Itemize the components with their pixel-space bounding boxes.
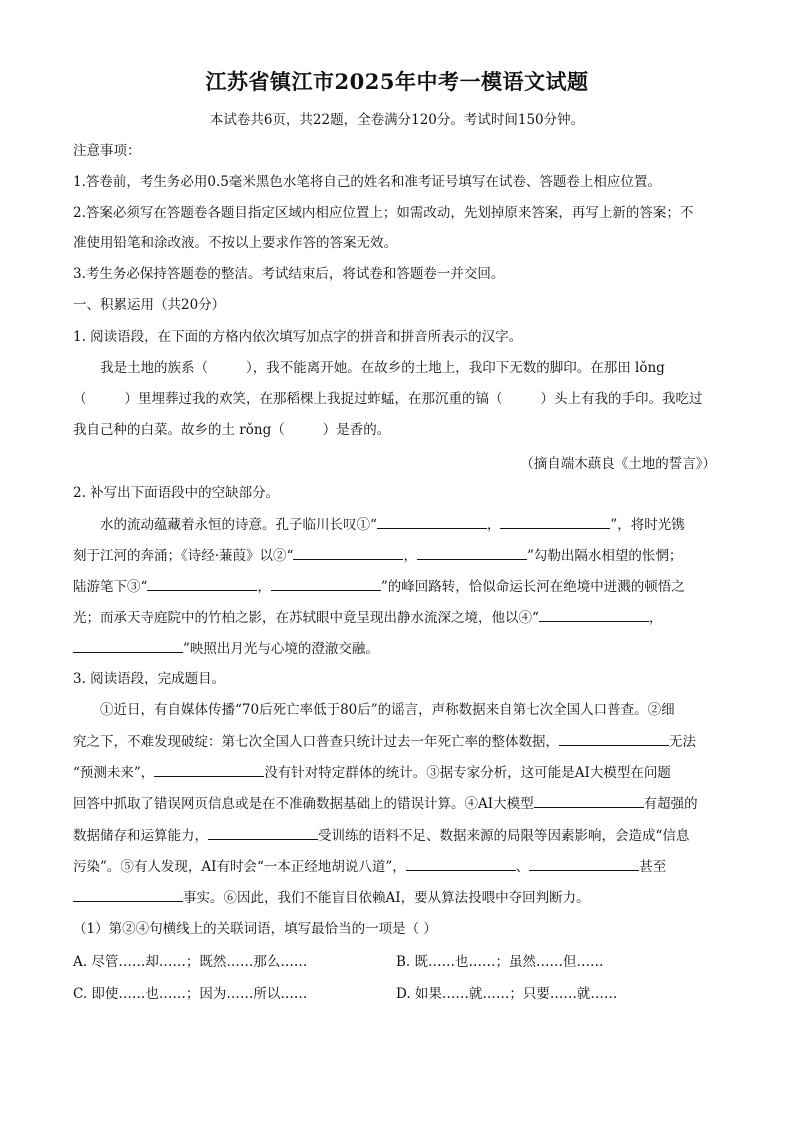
q2-line-4 [73,607,662,628]
fill-blank[interactable] [293,545,403,560]
fill-blank[interactable] [539,607,649,622]
q2-text: 刻于江河的奔涌；《诗经·蒹葭》以②“ [73,548,294,564]
q3-text: 有超强的 [643,796,698,812]
q2-line-1 [100,514,685,535]
exam-info: 本试卷共6页，共22题，全卷满分120分。考试时间150分钟。 [209,112,585,128]
q3-text: 污染”。⑤有人发现，AI有时会“一本正经地胡说八道”， [73,859,406,875]
q1-text: （ [73,391,87,407]
q3-text: “预测未来”， [73,765,155,781]
q3-text: 数据储存和运算能力， [73,828,208,844]
q2-text: 陆游笔下③“ [73,579,148,595]
q3-text: 没有针对特定群体的统计。③据专家分析，这可能是AI大模型在问题 [264,765,671,781]
q3-line-7 [73,887,590,908]
q3-text: 、 [515,859,530,875]
option-a[interactable]: A. 尽管……却……；既然……那么…… [73,954,308,970]
q3-text: 事实。⑥因此，我们不能盲目依赖AI，要从算法投喂中夺回判断力。 [183,890,590,906]
q3-text: 无法 [669,734,696,750]
option-b[interactable]: B. 既……也……；虽然……但…… [396,954,604,970]
q2-text: ”的峰回路转，恰似命运长河在绝境中迸溅的顿悟之 [380,579,685,595]
fill-blank[interactable] [529,856,639,871]
q3-text: 甚至 [639,859,667,875]
q1-text: ）里埋葬过我的欢笑，在那稻棵上我捉过蚱蜢，在那沉重的镐（ [124,391,503,407]
fill-blank[interactable] [377,514,487,529]
note-3: 3.考生务必保持答题卷的整洁。考试结束后，将试卷和答题卷一并交回。 [73,266,505,282]
q1-source: （摘自端木蕻良《土地的誓言》） [520,456,716,472]
q3-sub1-stem: （1）第②④句横线上的关联词语，填写最恰当的一项是（ ） [73,921,437,937]
q1-text: ）头上有我的手印。我吃过 [540,391,703,407]
q2-stem: 2. 补写出下面语段中的空缺部分。 [73,485,280,501]
q1-line-3 [73,420,390,440]
q2-text: ”勾勒出隔水相望的怅惘； [526,548,683,564]
q2-text: 光；而承天寺庭院中的竹柏之影，在苏轼眼中竟呈现出静水流深之境，他以④“ [73,610,539,626]
q3-line-3 [73,762,671,783]
fill-blank[interactable] [534,793,644,808]
q2-text: ， [648,610,663,626]
q1-text: ）是香的。 [322,422,391,438]
fill-blank[interactable] [73,638,183,653]
q3-line-5 [73,825,689,846]
q2-line-2 [73,545,682,566]
q3-stem: 3. 阅读语段，完成题目。 [73,671,226,687]
note-2b: 准使用铅笔和涂改液。不按以上要求作答的答案无效。 [73,235,397,251]
fill-blank[interactable] [154,762,264,777]
note-2a: 2.答案必须写在答题卷各题目指定区域内相应位置上；如需改动，先划掉原来答案，再写上新的答案；不 [73,205,694,221]
fill-blank[interactable] [406,856,516,871]
q1-line-2 [73,389,703,409]
q1-text: 我自己种的白菜。故乡的土 rǒng（ [73,422,285,438]
q3-text: 受训练的语料不足、数据来源的局限等因素影响，会造成“信息 [318,828,690,844]
fill-blank[interactable] [147,576,257,591]
notes-heading: 注意事项： [73,143,141,159]
q2-text: 水的流动蕴藏着永恒的诗意。孔子临川长叹①“ [100,517,377,533]
q1-text: ），我不能离开她。在故乡的土地上，我印下无数的脚印。在那田 lǒng [246,360,665,376]
page-title: 江苏省镇江市2025年中考一模语文试题 [205,69,589,94]
q2-line-5 [73,638,379,659]
q1-line-1 [100,358,665,378]
note-1: 1.答卷前，考生务必用0.5毫米黑色水笔将自己的姓名和准考证号填写在试卷、答题卷上相应位置。 [73,174,661,190]
q2-line-3 [73,576,685,597]
q2-text: ， [403,548,417,564]
fill-blank[interactable] [208,825,318,840]
fill-blank[interactable] [271,576,381,591]
option-d[interactable]: D. 如果……就……；只要……就…… [396,986,618,1002]
q3-line-1: ①近日，有自媒体传播“70后死亡率低于80后”的谣言，声称数据来自第七次全国人口普查。②细 [100,702,675,718]
fill-blank[interactable] [500,514,610,529]
q1-text: 我是土地的族系（ [100,360,208,376]
q3-line-6 [73,856,666,877]
fill-blank[interactable] [417,545,527,560]
option-c[interactable]: C. 即使……也……；因为……所以…… [73,986,308,1002]
q2-text: ， [257,579,271,595]
section-heading: 一、积累运用（共20分） [73,297,226,313]
q3-line-2 [73,731,696,752]
q3-line-4 [73,793,698,814]
q2-text: ”映照出月光与心境的澄澈交融。 [183,641,379,657]
q1-stem: 1. 阅读语段，在下面的方格内依次填写加点字的拼音和拼音所表示的汉字。 [73,329,523,345]
q2-text: ， [486,517,501,533]
q2-text: ”，将时光镌 [610,517,685,533]
q3-text: 回答中抓取了错误网页信息或是在不准确数据基础上的错误计算。④AI大模型 [73,796,534,812]
fill-blank[interactable] [73,887,183,902]
q3-text: 究之下，不难发现破绽：第七次全国人口普查只统计过去一年死亡率的整体数据， [73,734,559,750]
fill-blank[interactable] [559,731,669,746]
